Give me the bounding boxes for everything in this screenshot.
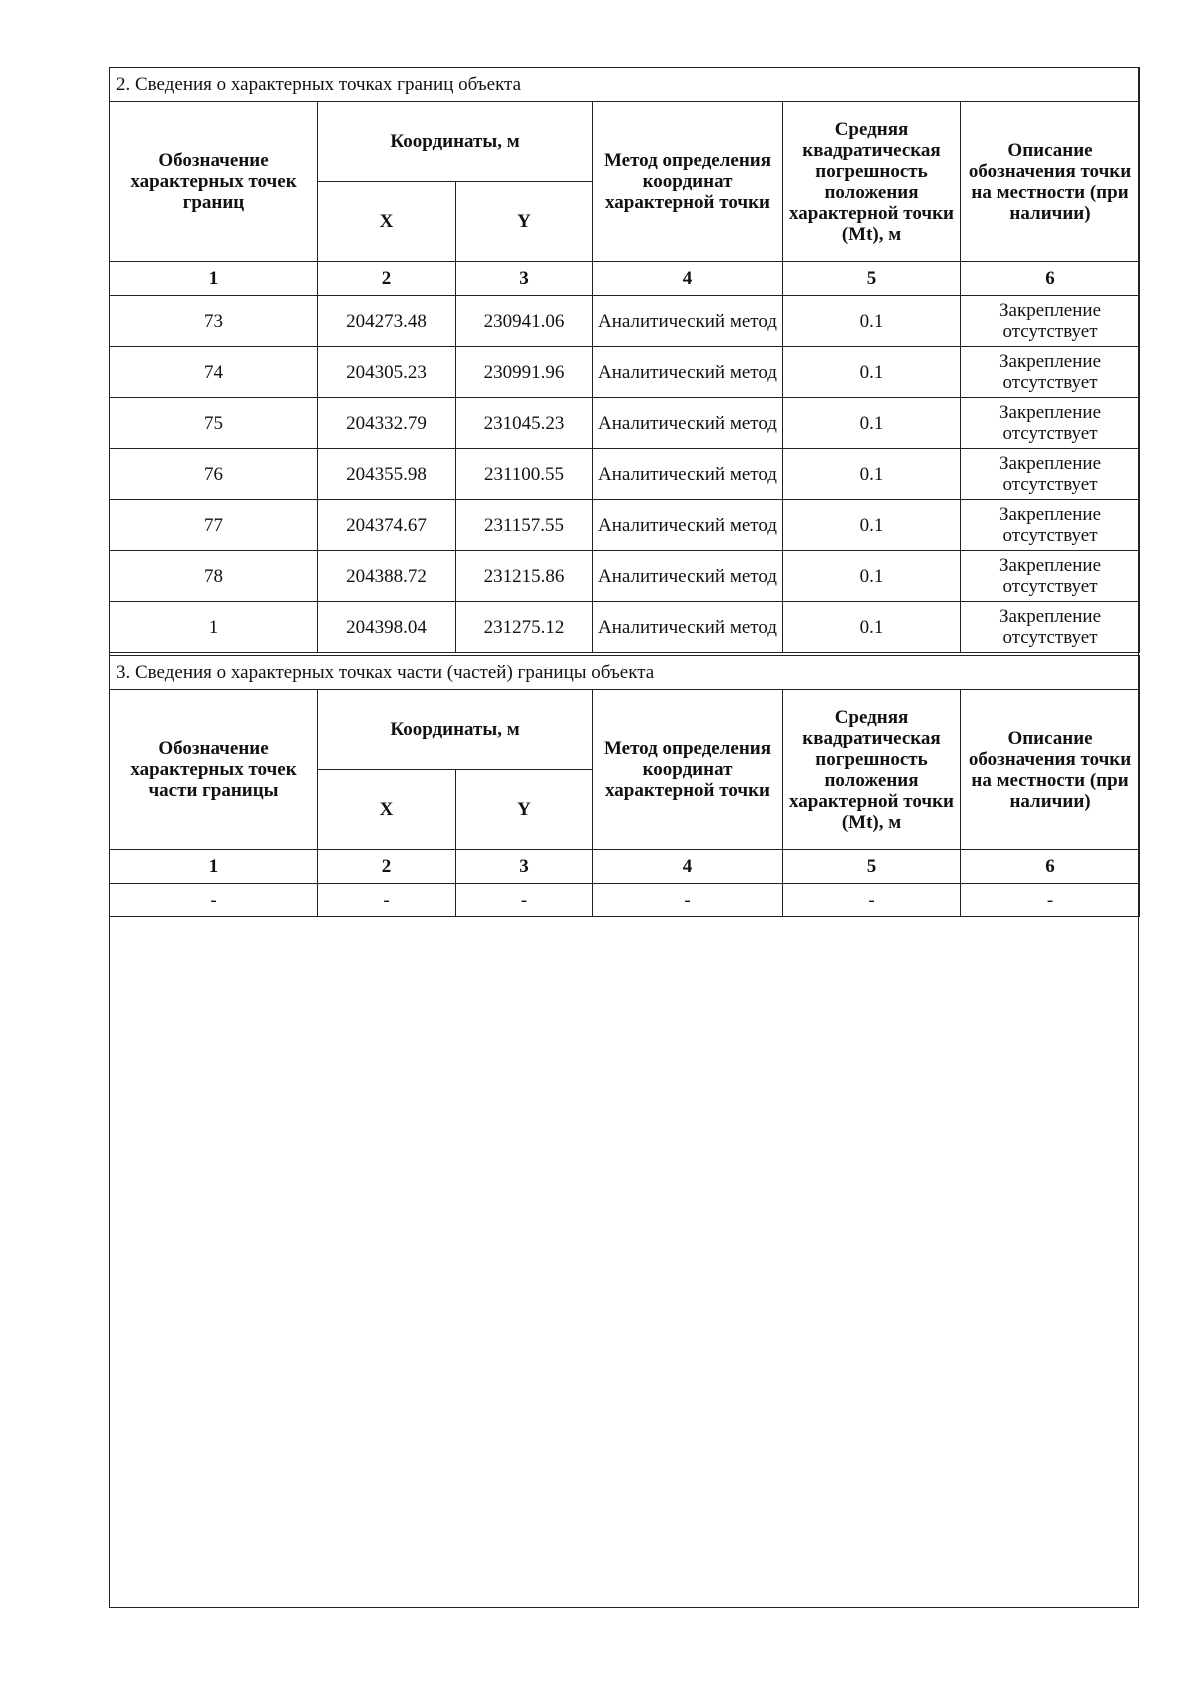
cell-description: Закрепление отсутствует: [961, 398, 1140, 449]
cell-error: 0.1: [783, 500, 961, 551]
cell-y: 230941.06: [456, 296, 593, 347]
cell-x: 204388.72: [318, 551, 456, 602]
header-description: Описание обозначения точки на местности (при наличии): [961, 690, 1140, 850]
cell-error: 0.1: [783, 551, 961, 602]
cell-method: Аналитический метод: [593, 398, 783, 449]
header-method: Метод определения координат характерной точки: [593, 102, 783, 262]
cell-method: Аналитический метод: [593, 551, 783, 602]
cell-description: Закрепление отсутствует: [961, 500, 1140, 551]
cell-description: -: [961, 884, 1140, 917]
header-x: X: [318, 770, 456, 850]
cell-description: Закрепление отсутствует: [961, 551, 1140, 602]
section3-table: [109, 655, 1140, 917]
cell-description: Закрепление отсутствует: [961, 347, 1140, 398]
column-numbers-row: [110, 262, 1140, 296]
cell-point: 75: [110, 398, 318, 449]
cell-description: Закрепление отсутствует: [961, 602, 1140, 653]
table-row: [110, 449, 1140, 500]
cell-method: Аналитический метод: [593, 602, 783, 653]
cell-description: Закрепление отсутствует: [961, 449, 1140, 500]
cell-point: 73: [110, 296, 318, 347]
cell-x: 204355.98: [318, 449, 456, 500]
cell-x: 204273.48: [318, 296, 456, 347]
table-row: [110, 398, 1140, 449]
cell-point: 78: [110, 551, 318, 602]
column-number: 2: [318, 850, 456, 884]
table-row: [110, 551, 1140, 602]
column-number: 3: [456, 850, 593, 884]
cell-y: 231045.23: [456, 398, 593, 449]
cell-x: 204398.04: [318, 602, 456, 653]
header-coords: Координаты, м: [318, 690, 593, 770]
cell-error: 0.1: [783, 398, 961, 449]
cell-point: 77: [110, 500, 318, 551]
header-point: Обозначение характерных точек части границы: [110, 690, 318, 850]
header-y: Y: [456, 182, 593, 262]
table-row: [110, 296, 1140, 347]
cell-point: -: [110, 884, 318, 917]
table-row: [110, 884, 1140, 917]
column-numbers-row: [110, 850, 1140, 884]
header-point: Обозначение характерных точек границ: [110, 102, 318, 262]
column-number: 4: [593, 262, 783, 296]
cell-error: 0.1: [783, 296, 961, 347]
cell-method: Аналитический метод: [593, 347, 783, 398]
section2-table: [109, 67, 1140, 653]
header-error: Средняя квадратическая погрешность положения характерной точки (Mt), м: [783, 102, 961, 262]
cell-method: Аналитический метод: [593, 449, 783, 500]
cell-y: -: [456, 884, 593, 917]
cell-error: 0.1: [783, 347, 961, 398]
section2-title: 2. Сведения о характерных точках границ объекта: [110, 68, 1140, 102]
cell-method: Аналитический метод: [593, 500, 783, 551]
cell-method: Аналитический метод: [593, 296, 783, 347]
column-number: 4: [593, 850, 783, 884]
cell-x: 204374.67: [318, 500, 456, 551]
cell-x: 204332.79: [318, 398, 456, 449]
table-row: [110, 500, 1140, 551]
cell-y: 231215.86: [456, 551, 593, 602]
column-number: 5: [783, 850, 961, 884]
cell-error: 0.1: [783, 602, 961, 653]
header-x: X: [318, 182, 456, 262]
header-description: Описание обозначения точки на местности (при наличии): [961, 102, 1140, 262]
column-number: 2: [318, 262, 456, 296]
cell-point: 74: [110, 347, 318, 398]
cell-y: 231157.55: [456, 500, 593, 551]
column-number: 1: [110, 262, 318, 296]
header-y: Y: [456, 770, 593, 850]
cell-y: 231275.12: [456, 602, 593, 653]
cell-method: -: [593, 884, 783, 917]
column-number: 3: [456, 262, 593, 296]
cell-y: 230991.96: [456, 347, 593, 398]
column-number: 1: [110, 850, 318, 884]
column-number: 5: [783, 262, 961, 296]
cell-point: 1: [110, 602, 318, 653]
header-method: Метод определения координат характерной точки: [593, 690, 783, 850]
cell-point: 76: [110, 449, 318, 500]
column-number: 6: [961, 850, 1140, 884]
cell-description: Закрепление отсутствует: [961, 296, 1140, 347]
column-number: 6: [961, 262, 1140, 296]
header-error: Средняя квадратическая погрешность положения характерной точки (Mt), м: [783, 690, 961, 850]
table-row: [110, 602, 1140, 653]
section3-title: 3. Сведения о характерных точках части (частей) границы объекта: [110, 656, 1140, 690]
cell-error: -: [783, 884, 961, 917]
header-coords: Координаты, м: [318, 102, 593, 182]
cell-y: 231100.55: [456, 449, 593, 500]
cell-error: 0.1: [783, 449, 961, 500]
cell-x: -: [318, 884, 456, 917]
table-row: [110, 347, 1140, 398]
cell-x: 204305.23: [318, 347, 456, 398]
